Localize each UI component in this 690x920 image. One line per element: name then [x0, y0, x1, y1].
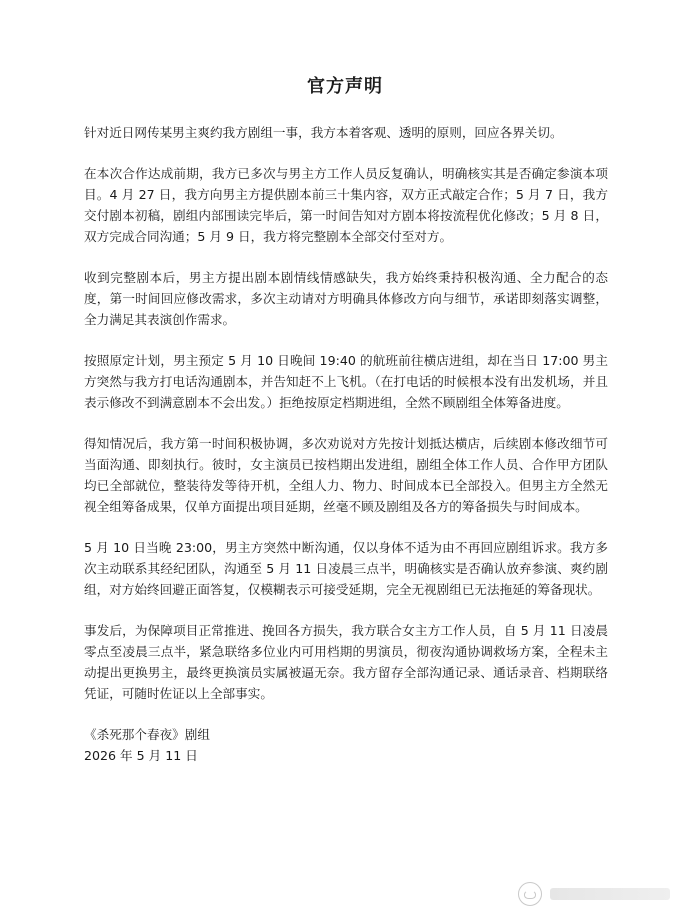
paragraph-night-communication: 5 月 10 日当晚 23:00，男主方突然中断沟通，仅以身体不适为由不再回应剧组诉求。我方多次主动联系其经纪团队，沟通至 5 月 11 日凌晨三点半，明确核实是否确认放弃参演、爽约剧组，对方始终回避正面答复，仅模糊表示可接受延期，完全无视剧组已无法拖延的筹备现状。	[84, 540, 608, 597]
paragraph-timeline: 在本次合作达成前期，我方已多次与男主方工作人员反复确认，明确核实其是否确定参演本项目。4 月 27 日，我方向男主方提供剧本前三十集内容，双方正式敲定合作；5 月 7 日，我方交付剧本初稿，剧组内部围读完毕后，第一时间告知对方剧本将按流程优化修改；5 月 8 日，双方完成合同沟通；5 月 9 日，我方将完整剧本全部交付至对方。	[84, 166, 608, 244]
paragraph-intro: 针对近日网传某男主爽约我方剧组一事，我方本着客观、透明的原则，回应各界关切。	[84, 125, 563, 140]
signature-org: 《杀死那个春夜》剧组	[84, 727, 210, 742]
paragraph-coordination: 得知情况后，我方第一时间积极协调，多次劝说对方先按计划抵达横店，后续剧本修改细节可当面沟通、即刻执行。彼时，女主演员已按档期出发进组，剧组全体工作人员、合作甲方团队均已全部就位，整装待发等待开机，全组人力、物力、时间成本已全部投入。但男主方全然无视全组筹备成果，仅单方面提出项目延期，丝毫不顾及剧组及各方的筹备损失与时间成本。	[84, 436, 608, 514]
page-title: 官方声明	[307, 76, 383, 97]
paragraph-script-feedback: 收到完整剧本后，男主方提出剧本剧情线情感缺失，我方始终秉持积极沟通、全力配合的态度，第一时间回应修改需求，多次主动请对方明确具体修改方向与细节，承诺即刻落实调整，全力满足其表演创作需求。	[84, 270, 608, 327]
watermark	[518, 882, 670, 906]
signature-block	[84, 724, 608, 766]
signature-date: 2026 年 5 月 11 日	[84, 748, 198, 763]
paragraph-aftermath: 事发后，为保障项目正常推进、挽回各方损失，我方联合女主方工作人员，自 5 月 11 日凌晨零点至凌晨三点半，紧急联络多位业内可用档期的男演员，彻夜沟通协调救场方案，全程未主动提出更换男主，最终更换演员实属被逼无奈。我方留存全部沟通记录、通话录音、档期联络凭证，可随时佐证以上全部事实。	[84, 623, 608, 701]
statement-body	[84, 122, 608, 766]
watermark-handle	[550, 888, 670, 900]
weibo-logo-icon	[518, 882, 542, 906]
paragraph-flight: 按照原定计划，男主预定 5 月 10 日晚间 19:40 的航班前往横店进组，却在当日 17:00 男主方突然与我方打电话沟通剧本，并告知赶不上飞机。（在打电话的时候根本没有出发机场，并且表示修改不到满意剧本不会出发。）拒绝按原定档期进组，全然不顾剧组全体筹备进度。	[84, 353, 608, 410]
